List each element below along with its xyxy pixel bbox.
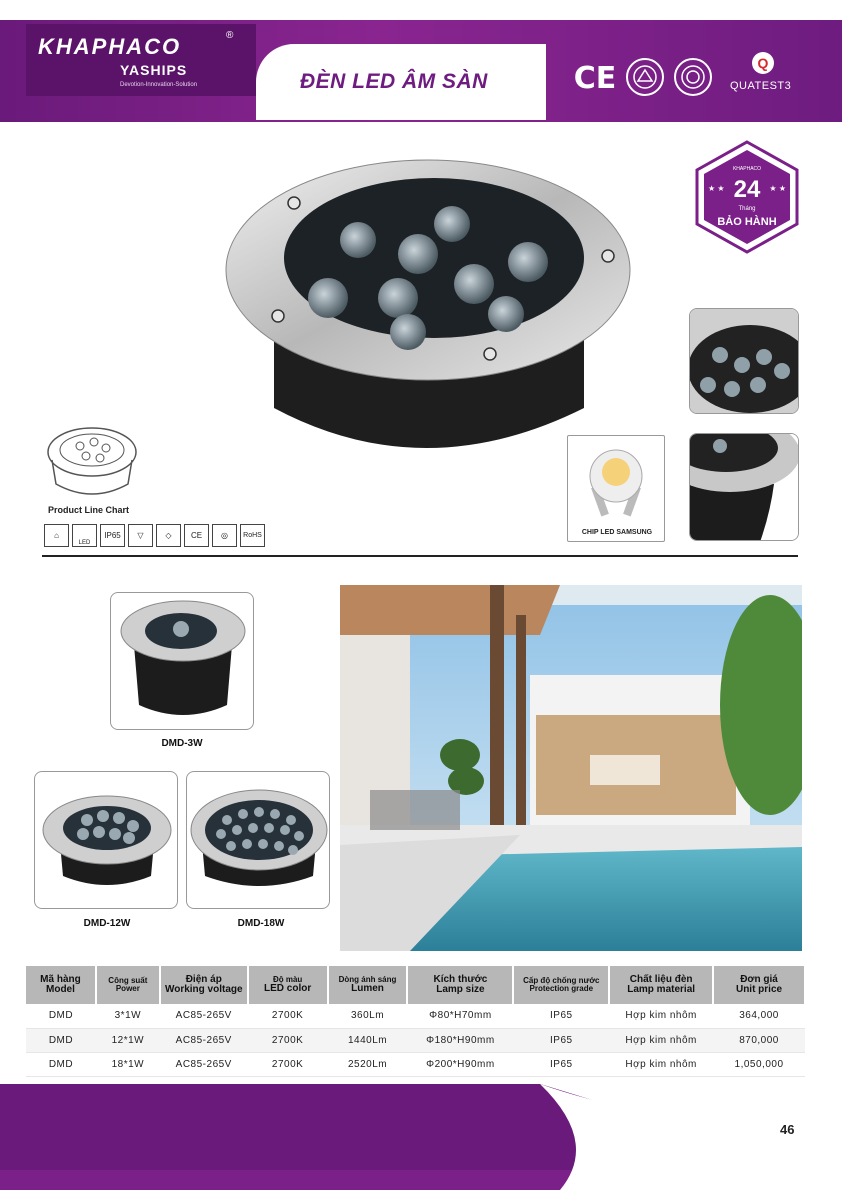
ce-icon: CE (184, 524, 209, 547)
table-cell: DMD (26, 1052, 96, 1076)
application-photo (340, 585, 802, 951)
class-ii-icon: ◇ (156, 524, 181, 547)
col-header-en: LED color (264, 982, 312, 994)
table-cell: 12*1W (96, 1028, 160, 1052)
page-number: 46 (780, 1122, 795, 1137)
col-header-en: Protection grade (529, 984, 594, 993)
col-header-model (26, 966, 96, 1004)
variant-image-18w (186, 771, 330, 909)
table-cell: Hợp kim nhôm (609, 1052, 713, 1076)
table-cell: Φ180*H90mm (407, 1028, 513, 1052)
col-header-size (407, 966, 513, 1004)
table-cell: Φ200*H90mm (407, 1052, 513, 1076)
cert-seal-icon (626, 58, 664, 96)
table-cell: IP65 (513, 1052, 609, 1076)
warranty-stars: ★ ★ ★ ★ (708, 184, 786, 193)
col-header-vi: Chất liệu đèn (629, 973, 693, 985)
ip65-icon: IP65 (100, 524, 125, 547)
warranty-badge (694, 140, 800, 254)
brand-logo: KHAPHACO (38, 34, 182, 59)
col-header-price (713, 966, 805, 1004)
warranty-months: 24 (733, 176, 761, 203)
feature-icons-row (44, 524, 265, 547)
line-drawing-image (44, 424, 140, 505)
registered-mark: ® (226, 30, 234, 41)
table-cell: AC85-265V (160, 1004, 248, 1028)
table-cell: IP65 (513, 1028, 609, 1052)
table-row (26, 1028, 805, 1052)
f-mark-icon: ▽ (128, 524, 153, 547)
table-cell: 2700K (248, 1028, 328, 1052)
table-cell: IP65 (513, 1004, 609, 1028)
table-cell: 870,000 (713, 1028, 805, 1052)
gic-cert-icon (674, 58, 712, 96)
warranty-month-label: Tháng (738, 206, 756, 212)
col-header-en: Unit price (735, 984, 783, 995)
table-cell: AC85-265V (160, 1052, 248, 1076)
ccc-icon: ◎ (212, 524, 237, 547)
table-header-row (26, 966, 805, 1004)
chip-led-image (567, 435, 665, 542)
table-cell: 2520Lm (328, 1052, 408, 1076)
quatest-logo-icon: Q (752, 52, 774, 74)
product-line-chart-label: Product Line Chart (48, 505, 130, 515)
col-header-vi: Độ màu (272, 974, 303, 984)
table-cell: 1,050,000 (713, 1052, 805, 1076)
chip-label: CHIP LED SAMSUNG (581, 529, 653, 536)
table-cell: 1440Lm (328, 1028, 408, 1052)
table-cell: AC85-265V (160, 1028, 248, 1052)
col-header-material (609, 966, 713, 1004)
col-header-vi: Dòng ánh sáng (338, 974, 397, 984)
main-product-image (224, 158, 632, 477)
table-cell: 360Lm (328, 1004, 408, 1028)
section-divider (42, 555, 798, 557)
col-header-vi: Công suất (108, 975, 148, 985)
table-cell: 3*1W (96, 1004, 160, 1028)
col-header-color (248, 966, 328, 1004)
col-header-vi: Điện áp (185, 973, 222, 985)
house-icon: ⌂ (44, 524, 69, 547)
col-header-en: Power (115, 984, 140, 993)
col-header-lumen (328, 966, 408, 1004)
table-row (26, 1052, 805, 1076)
col-header-vi: Đơn giá (740, 973, 778, 985)
col-header-en: Working voltage (164, 984, 243, 995)
variant-image-3w (110, 592, 254, 730)
table-cell: 2700K (248, 1052, 328, 1076)
table-cell: DMD (26, 1004, 96, 1028)
rohs-icon: RoHS (240, 524, 265, 547)
quatest-label: QUATEST3 (730, 80, 792, 92)
led-icon: LED (72, 524, 97, 547)
col-header-vi: Cấp độ chống nước (523, 975, 600, 985)
table-row (26, 1004, 805, 1028)
brand-tagline: Devotion-Innovation-Solution (120, 82, 198, 88)
col-header-en: Lamp material (627, 984, 696, 995)
col-header-voltage (160, 966, 248, 1004)
col-header-en: Model (46, 984, 75, 995)
col-header-vi: Mã hàng (40, 973, 81, 985)
table-cell: 18*1W (96, 1052, 160, 1076)
table-cell: 364,000 (713, 1004, 805, 1028)
variant-image-12w (34, 771, 178, 909)
variant-label-12w: DMD-12W (83, 918, 131, 929)
warranty-label: BẢO HÀNH (717, 216, 777, 228)
spec-table (26, 966, 806, 1077)
warranty-brand: KHAPHACO (732, 166, 762, 172)
table-cell: Hợp kim nhôm (609, 1004, 713, 1028)
sub-brand: YASHIPS (120, 62, 188, 78)
col-header-vi: Kích thước (433, 973, 488, 985)
col-header-en: Lamp size (436, 984, 485, 995)
ce-mark-icon: CE (573, 60, 617, 96)
col-header-en: Lumen (351, 982, 384, 994)
variant-label-3w: DMD-3W (161, 738, 203, 749)
table-cell: 2700K (248, 1004, 328, 1028)
variant-label-18w: DMD-18W (237, 918, 285, 929)
page-title: ĐÈN LED ÂM SÀN (300, 70, 488, 93)
table-cell: DMD (26, 1028, 96, 1052)
col-header-protection (513, 966, 609, 1004)
footer-wave (0, 1082, 842, 1190)
table-cell: Hợp kim nhôm (609, 1028, 713, 1052)
detail-thumbnail-bottom (689, 433, 799, 541)
col-header-power (96, 966, 160, 1004)
table-cell: Φ80*H70mm (407, 1004, 513, 1028)
detail-thumbnail-top (689, 308, 799, 414)
